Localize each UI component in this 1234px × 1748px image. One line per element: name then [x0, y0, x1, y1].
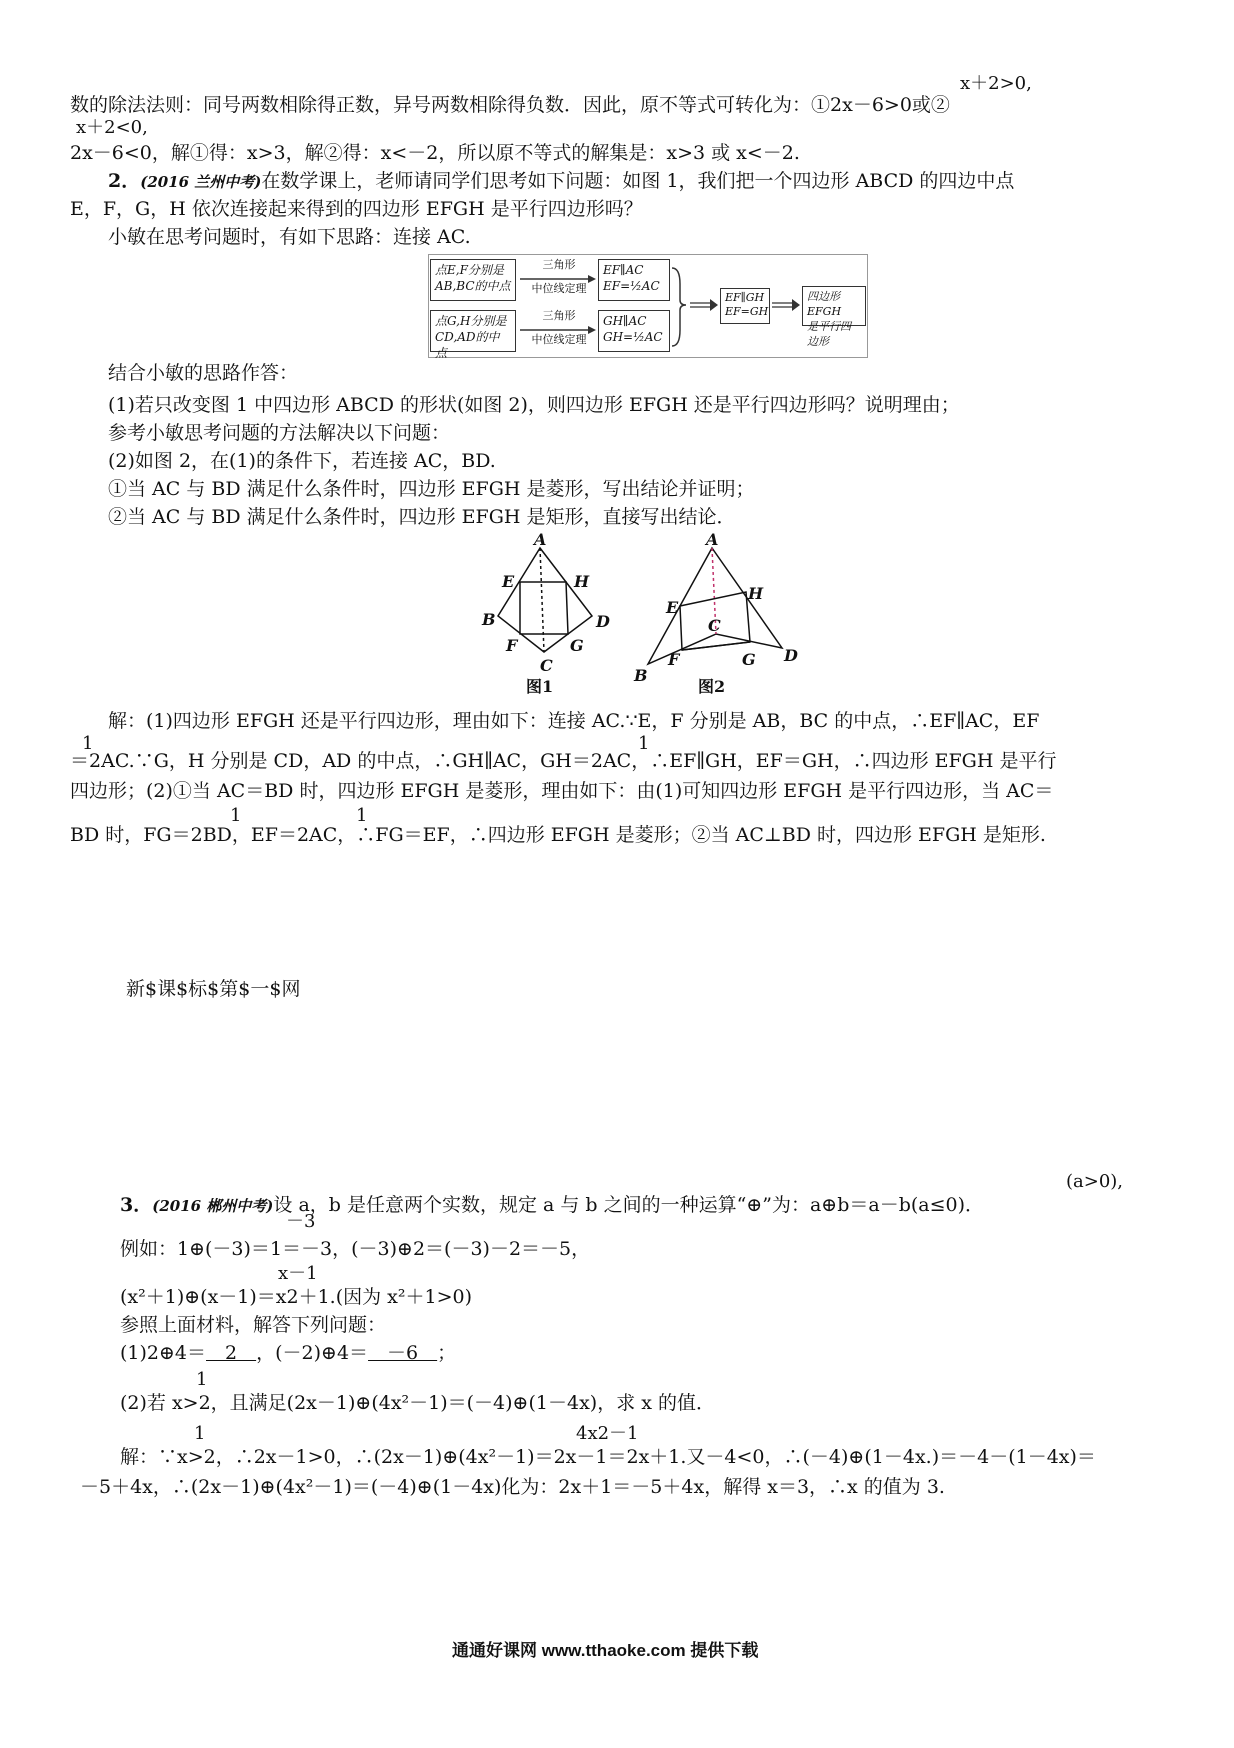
- q2-part2b: ②当 AC 与 BD 满足什么条件时，四边形 EFGH 是矩形，直接写出结论．: [108, 506, 736, 528]
- q3-part2: (2)若 x>2，且满足(2x－1)⊕(4x²－1)＝(－4)⊕(1－4x)，求 x 的值．: [120, 1392, 715, 1414]
- q3-ex1-numerator: －3: [286, 1211, 316, 1232]
- fig2-label-d: D: [784, 646, 798, 665]
- system1-bottom: 2x－6>0: [830, 94, 912, 116]
- q2-sol4c: 2AC，∴FG＝EF，∴四边形 EFGH 是菱形；②当 AC⊥BD 时，四边形 EFGH 是矩形.: [296, 824, 1046, 846]
- fig1-label-b: B: [482, 610, 496, 629]
- q3-ref: 参照上面材料，解答下列问题：: [120, 1314, 387, 1336]
- q3-sol-numerator-1: 1: [194, 1423, 206, 1444]
- flow-box-gh-midpoints: 点G,H分别是CD,AD的中点: [430, 310, 516, 352]
- frac-numerator-4: 1: [356, 805, 368, 826]
- q2-sol2c: 2AC，∴EF∥GH，EF＝GH，∴四边形 EFGH 是平行: [590, 750, 1057, 772]
- q2-part1: (1)若只改变图 1 中四边形 ABCD 的形状(如图 2)，则四边形 EFGH 还是平行四边形吗？说明理由；: [108, 394, 960, 416]
- q2-part2: (2)如图 2，在(1)的条件下，若连接 AC，BD.: [108, 450, 496, 472]
- q2-stem-line-3: 小敏在思考问题时，有如下思路：连接 AC.: [108, 226, 471, 248]
- fig1-label-g: G: [570, 636, 584, 655]
- watermark-text: 新$课$标$第$一$网: [126, 978, 301, 1000]
- flow-box-ef-result: [598, 259, 670, 301]
- fig2-label-f: F: [668, 650, 680, 669]
- flow-box-ef-gh: [720, 288, 770, 324]
- continuation-text-1: 数的除法法则：同号两数相除得正数，异号两数相除得负数．因此，原不等式可转化为：①: [70, 94, 831, 116]
- flow-box-efgh-line2: EF=GH: [725, 305, 769, 318]
- q3-condition-bottom: (a≤0)．: [910, 1194, 985, 1216]
- system2-top: x＋2<0,: [76, 117, 148, 138]
- fig1-caption: 图1: [526, 677, 554, 696]
- q2-sol4a: BD 时，FG＝: [70, 824, 191, 846]
- q2-solution-3: 四边形；(2)①当 AC＝BD 时，四边形 EFGH 是菱形，理由如下：由(1)可知四边形 EFGH 是平行四边形，当 AC＝: [70, 780, 1054, 802]
- q3-sol-numerator-2: 4x2－1: [576, 1423, 639, 1444]
- q3-example-1: [120, 1236, 590, 1262]
- q3-ex1: 例如：1⊕(－3)＝: [120, 1238, 270, 1260]
- flow-chart: [428, 254, 868, 358]
- q2-sol2a: ＝: [70, 750, 90, 772]
- fig2-label-e: E: [666, 598, 679, 617]
- fig2-label-c: C: [708, 616, 721, 635]
- flow-box-ef-line2: EF=½AC: [603, 279, 660, 293]
- q3-stem-line: [120, 1192, 984, 1219]
- q2-figures: [470, 530, 800, 696]
- continuation-line-1: [70, 92, 950, 118]
- q3-part1: [120, 1340, 456, 1366]
- fig2-label-g: G: [742, 650, 756, 669]
- flow-box-efgh-line1: EF∥GH: [725, 291, 765, 304]
- q3-stem: 设 a，b 是任意两个实数，规定 a 与 b 之间的一种运算“⊕”为：a⊕b＝a－b: [273, 1194, 911, 1216]
- q3-ex1b: 1: [269, 1238, 283, 1260]
- flow-box-ef-midpoints: 点E,F分别是AB,BC的中点: [430, 259, 516, 301]
- q3-p2-numerator: 1: [196, 1369, 208, 1390]
- q3-p1b: ，(－2)⊕4＝: [256, 1342, 369, 1364]
- q3-answer-2: －6: [368, 1342, 438, 1364]
- q2-number: 2．: [108, 170, 141, 192]
- fig1-label-d: D: [596, 612, 610, 631]
- q2-solution-2: [70, 748, 1056, 774]
- footer-credit: 通通好课网 www.tthaoke.com 提供下载: [452, 1641, 759, 1660]
- q3-solution-2: －5＋4x，∴(2x－1)⊕(4x²－1)＝(－4)⊕(1－4x)化为：2x＋1＝－5＋4x，解得 x＝3，∴x 的值为 3.: [80, 1476, 945, 1498]
- frac-numerator-2: 1: [638, 733, 650, 754]
- or-text: 或②: [911, 94, 950, 116]
- frac-numerator-3: 1: [230, 805, 242, 826]
- flow-box-gh-line1: GH∥AC: [603, 314, 647, 328]
- q2-stem-line-2: E，F，G，H 依次连接起来得到的四边形 EFGH 是平行四边形吗？: [70, 198, 643, 220]
- q3-number: 3．: [120, 1194, 153, 1216]
- fig1-label-a: A: [534, 530, 547, 549]
- q2-solution-4: [70, 822, 1046, 848]
- flow-arrow-label-bottom-1: 中位线定理: [531, 282, 587, 295]
- fig2-label-b: B: [634, 666, 648, 685]
- q3-example-2: (x²＋1)⊕(x－1)＝x2＋1.(因为 x²＋1>0): [120, 1286, 473, 1308]
- q3-solution-1: 解：∵x>2，∴2x－1>0，∴(2x－1)⊕(4x²－1)＝2x－1＝2x＋1.又－4<0，∴(－4)⊕(1－4x.)＝－4－(1－4x)＝: [120, 1446, 1096, 1468]
- q2-part2a: ①当 AC 与 BD 满足什么条件时，四边形 EFGH 是菱形，写出结论并证明；: [108, 478, 755, 500]
- flow-box-conclusion: [802, 286, 866, 348]
- continuation-line-2: 2x－6<0，解①得：x>3，解②得：x<－2，所以原不等式的解集是：x>3 或 x<－2.: [70, 142, 800, 164]
- fig1-label-e: E: [502, 572, 515, 591]
- fig1-label-c: C: [540, 656, 553, 675]
- flow-box-conclusion-line2: 是平行四边形: [807, 320, 851, 348]
- q3-ex1c: ＝－3，(－3)⊕2＝(－3)－2＝－5，: [282, 1238, 591, 1260]
- fig2-label-h: H: [748, 584, 764, 603]
- q2-sol2b: 2AC.∵G，H 分别是 CD，AD 的中点，∴GH∥AC，GH＝: [89, 750, 591, 772]
- q2-source: (2016 兰州中考): [140, 173, 262, 191]
- flow-box-gh-line2: GH=½AC: [603, 330, 663, 344]
- q2-solution-1: 解：(1)四边形 EFGH 还是平行四边形，理由如下：连接 AC.∵E，F 分别是 AB，BC 的中点，∴EF∥AC，EF: [108, 710, 1040, 732]
- flow-box-conclusion-line1: 四边形EFGH: [807, 290, 842, 318]
- fig2-caption: 图2: [698, 677, 726, 696]
- q2-ref: 参考小敏思考问题的方法解决以下问题：: [108, 422, 451, 444]
- fig1-label-h: H: [574, 572, 590, 591]
- q2-stem-1: 在数学课上，老师请同学们思考如下问题：如图 1，我们把一个四边形 ABCD 的四边中点: [261, 170, 1015, 192]
- q3-p1c: ；: [437, 1342, 457, 1364]
- fig2-label-a: A: [706, 530, 719, 549]
- flow-box-ef-line1: EF∥AC: [603, 263, 644, 277]
- q3-p1a: (1)2⊕4＝: [120, 1342, 207, 1364]
- q2-stem-line-1: [108, 168, 1014, 195]
- q2-combine: 结合小敏的思路作答：: [108, 362, 299, 384]
- q3-ex2-numerator: x－1: [278, 1263, 318, 1284]
- q2-sol4b: 2BD，EF＝: [190, 824, 297, 846]
- flow-box-gh-result: [598, 310, 670, 352]
- fig1-label-f: F: [506, 636, 518, 655]
- flow-arrow-label-top-1: 三角形: [542, 258, 576, 271]
- flow-arrow-label-bottom-2: 中位线定理: [531, 333, 587, 346]
- q3-source: (2016 郴州中考): [152, 1197, 274, 1215]
- frac-numerator-1: 1: [82, 733, 94, 754]
- q3-condition-top: (a>0),: [1066, 1171, 1124, 1192]
- q3-answer-1: 2: [206, 1342, 257, 1364]
- flow-arrow-label-top-2: 三角形: [542, 309, 576, 322]
- system1-top: x＋2>0,: [960, 73, 1032, 94]
